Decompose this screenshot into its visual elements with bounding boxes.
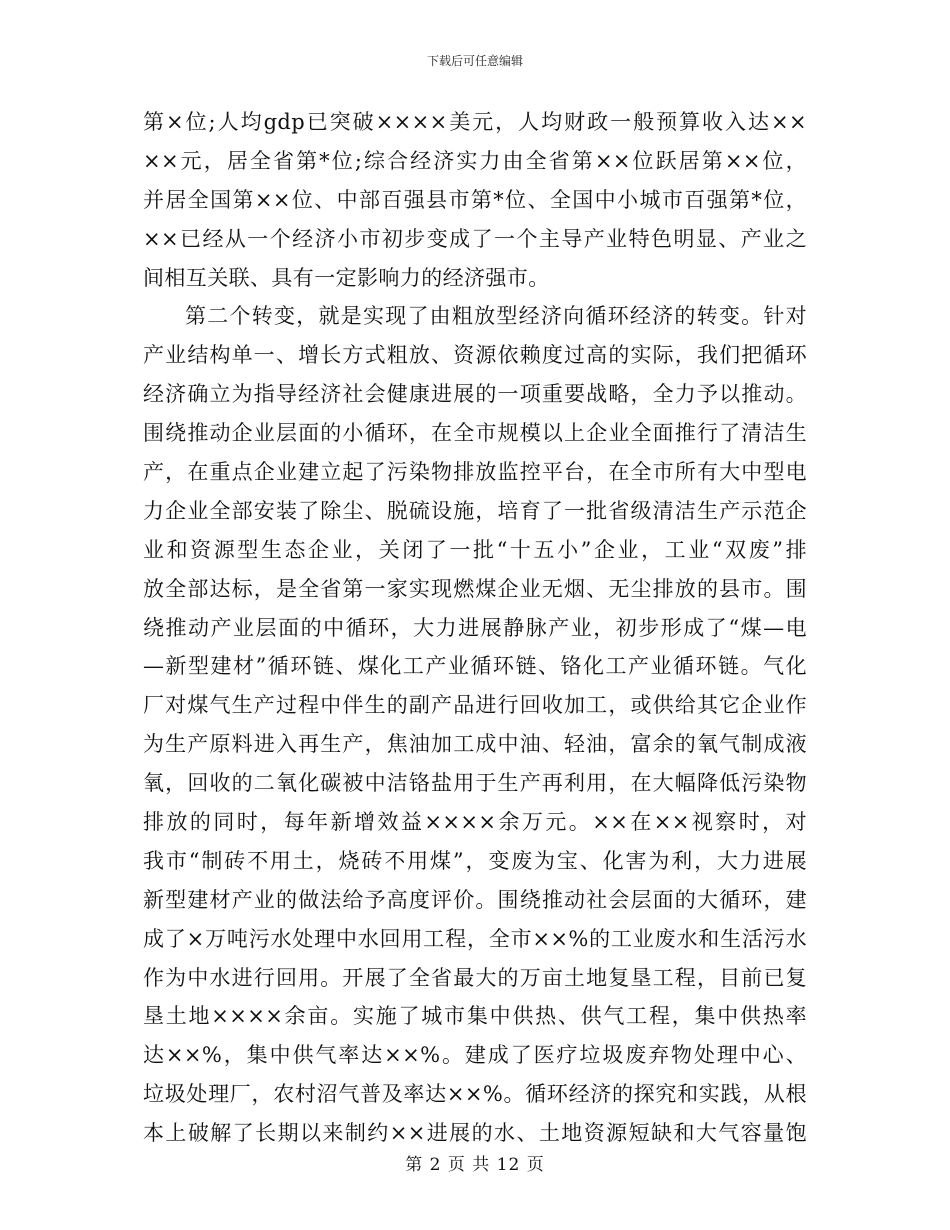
text-line: 排放的同时，每年新增效益××××余万元。××在××视察时，对 <box>143 810 807 835</box>
text-line: 围绕推动企业层面的小循环，在全市规模以上企业全面推行了清洁生 <box>143 421 807 446</box>
text-line: 垦土地××××余亩。实施了城市集中供热、供气工程，集中供热率 <box>143 1004 807 1029</box>
page-footer: 第 2 页 共 12 页 <box>405 1155 545 1175</box>
text-line: 厂对煤气生产过程中伴生的副产品进行回收加工，或供给其它企业作 <box>143 693 807 718</box>
text-line: 产，在重点企业建立起了污染物排放监控平台，在全市所有大中型电 <box>143 460 807 485</box>
text-line: 业和资源型生态企业，关闭了一批“十五小”企业，工业“双废”排 <box>143 537 807 562</box>
text-line: 经济确立为指导经济社会健康进展的一项重要战略，全力予以推动。 <box>143 382 807 407</box>
text-line: 作为中水进行回用。开展了全省最大的万亩土地复垦工程，目前已复 <box>143 965 807 990</box>
text-line: 本上破解了长期以来制约××进展的水、土地资源短缺和大气容量饱 <box>143 1121 807 1146</box>
text-line: ××元，居全省第*位;综合经济实力由全省第××位跃居第××位， <box>143 148 807 173</box>
text-line: 产业结构单一、增长方式粗放、资源依赖度过高的实际，我们把循环 <box>143 343 807 368</box>
text-line: 氧，回收的二氧化碳被中洁铬盐用于生产再利用，在大幅降低污染物 <box>143 771 807 796</box>
text-line: 新型建材产业的做法给予高度评价。围绕推动社会层面的大循环，建 <box>143 887 807 912</box>
text-line: ××已经从一个经济小市初步变成了一个主导产业特色明显、产业之 <box>143 226 807 251</box>
text-line: 第×位;人均gdp已突破××××美元，人均财政一般预算收入达×× <box>143 110 807 134</box>
text-line: 成了×万吨污水处理中水回用工程，全市××%的工业废水和生活污水 <box>143 926 807 951</box>
body-text <box>143 103 807 1153</box>
page-header: 下载后可任意编辑 <box>426 54 523 68</box>
text-line: 垃圾处理厂，农村沼气普及率达××%。循环经济的探究和实践，从根 <box>143 1082 807 1107</box>
text-line: 绕推动产业层面的中循环，大力进展静脉产业，初步形成了“煤—电 <box>143 615 807 640</box>
text-line: 力企业全部安装了除尘、脱硫设施，培育了一批省级清洁生产示范企 <box>143 498 807 523</box>
text-line: 为生产原料进入再生产，焦油加工成中油、轻油，富余的氧气制成液 <box>143 732 807 757</box>
text-line: 间相互关联、具有一定影响力的经济强市。 <box>143 265 550 290</box>
text-line: 我市“制砖不用土，烧砖不用煤”，变废为宝、化害为利，大力进展 <box>143 848 807 873</box>
text-line: 达××%，集中供气率达××%。建成了医疗垃圾废弃物处理中心、 <box>143 1043 807 1068</box>
paragraph-first-line: 第二个转变，就是实现了由粗放型经济向循环经济的转变。针对 <box>185 304 807 329</box>
text-line: 并居全国第××位、中部百强县市第*位、全国中小城市百强第*位， <box>143 187 807 212</box>
text-line: 放全部达标，是全省第一家实现燃煤企业无烟、无尘排放的县市。围 <box>143 576 807 601</box>
text-line: —新型建材”循环链、煤化工产业循环链、铬化工产业循环链。气化 <box>143 654 807 679</box>
